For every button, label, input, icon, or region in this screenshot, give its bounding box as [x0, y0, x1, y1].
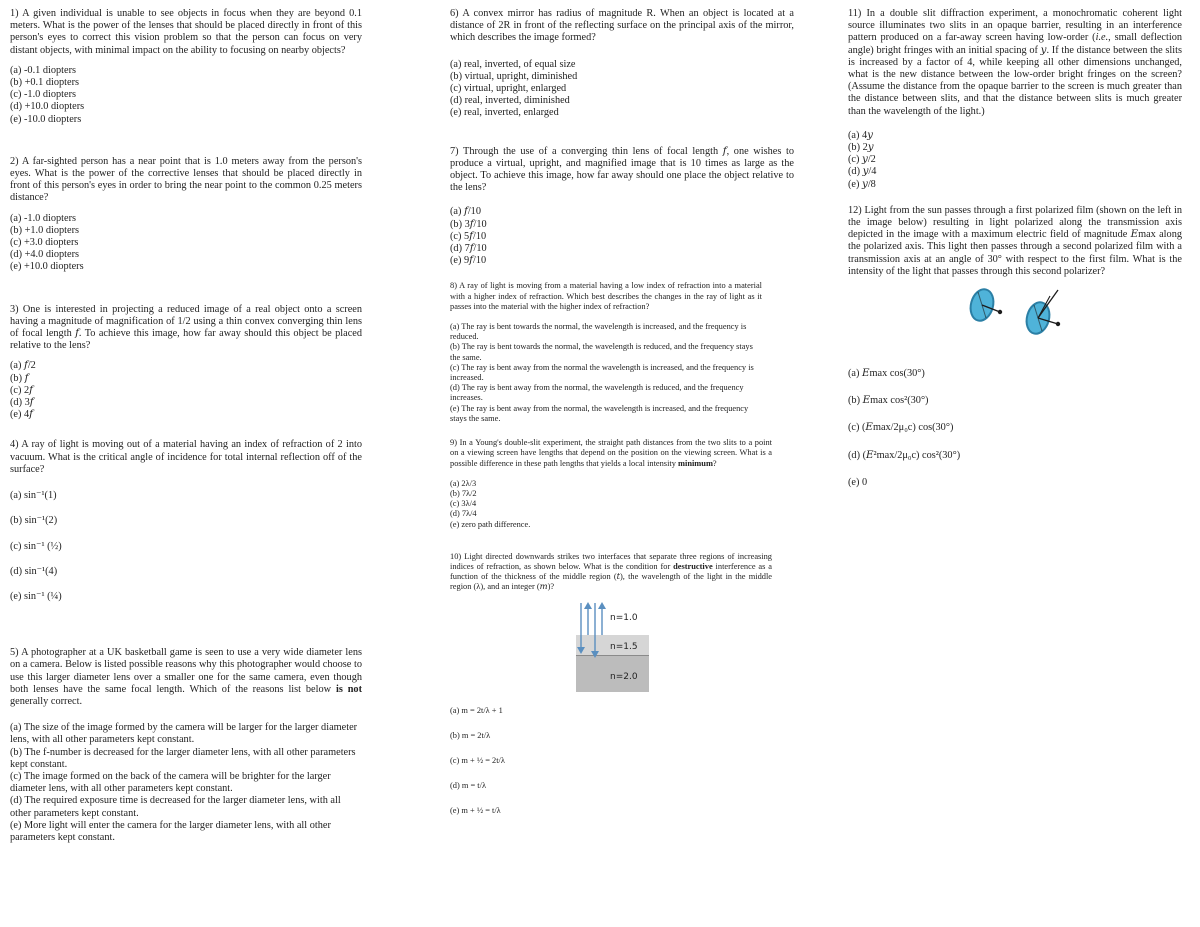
question-4-option-d: (d) sin⁻¹(4): [10, 565, 58, 577]
question-3-option-c: (c) 2𝑓: [10, 384, 33, 396]
question-11: [848, 8, 1182, 191]
question-4-text: 4) A ray of light is moving out of a material having an index of refraction of 2 into vacuum. What is the critical angle of incidence for total internal reflection off of the surface?: [10, 439, 362, 475]
question-10-option-c: (c) m + ½ = 2t/λ: [450, 755, 505, 765]
question-9-text-b: ?: [712, 458, 717, 468]
question-6-option-c: (c) virtual, upright, enlarged: [450, 83, 567, 95]
question-3-option-e: (e) 4𝑓: [10, 409, 33, 421]
question-6-option-a: (a) real, inverted, of equal size: [450, 58, 576, 70]
question-3: [10, 304, 362, 422]
question-10-text-bold: destructive: [673, 561, 713, 571]
question-9-option-b: (b) 7λ/2: [450, 488, 477, 498]
question-12-option-e: (e) 0: [848, 476, 868, 488]
question-2-options: [10, 213, 362, 274]
question-1-option-a: (a) -0.1 diopters: [10, 64, 77, 76]
question-9-option-d: (d) 7λ/4: [450, 509, 477, 519]
label-top-index: n=1.0: [610, 612, 638, 623]
question-1-text: 1) A given individual is unable to see objects in focus when they are beyond 0.1 meters. What is the power of the lenses that should be placed directly in front of this person's eyes to correct this vision problem so that the person can focus on very distant objects, with minimal impact on the ability to focusing on nearby objects?: [10, 8, 362, 56]
question-10-options: [450, 706, 772, 817]
question-11-option-e: (e) 𝑦/8: [848, 178, 876, 190]
label-middle-index: n=1.5: [610, 641, 638, 652]
question-8-option-b: (b) The ray is bent towards the normal, the wavelength is reduced, and the frequency stays the same.: [450, 342, 753, 362]
question-4-option-b: (b) sin⁻¹(2): [10, 515, 58, 527]
question-2-option-a: (a) -1.0 diopters: [10, 212, 77, 224]
question-2-option-c: (c) +3.0 diopters: [10, 237, 79, 249]
question-7-option-e: (e) 9𝑓/10: [450, 255, 487, 267]
question-5-text-a: 5) A photographer at a UK basketball game is seen to use a very wide diameter lens on a camera. Below is listed possible reasons why this photographer would choose to use this larger diameter lens over a smaller one for the same camera, even though both lenses have the same focal length. Which of the reasons list below: [10, 647, 362, 695]
question-2-option-e: (e) +10.0 diopters: [10, 261, 84, 273]
question-11-text-b: , small deflection angle) bright fringes with an initial spacing of 𝑦. If the distance between the slits is increased by a factor of 4, while keeping all other dimensions unchanged, what is the new distance between the low-order bright fringes on the screen? (Assume the distance from the opaque barrier to the screen is much greater than the distance between slits, and that the distance between slits is much greater than the wavelength of the light.): [848, 32, 1182, 117]
question-7-option-c: (c) 5𝑓/10: [450, 230, 487, 242]
question-11-option-b: (b) 2𝑦: [848, 142, 874, 154]
question-3-option-d: (d) 3𝑓: [10, 397, 34, 409]
question-10-option-a: (a) m = 2t/λ + 1: [450, 705, 503, 715]
question-7-option-b: (b) 3𝑓/10: [450, 218, 487, 230]
question-3-options: [10, 360, 362, 421]
question-8-option-d: (d) The ray is bent away from the normal, the wavelength is reduced, and the frequency increases.: [450, 383, 744, 403]
question-1-options: [10, 65, 362, 126]
question-10-text-b: interference as a function of the thickness of the middle region (𝑡), the wavelength of the light in the middle region (λ), and an integer (𝑚)?: [450, 561, 772, 592]
question-4-option-a: (a) sin⁻¹(1): [10, 490, 57, 502]
question-5-text-b: generally correct.: [10, 695, 83, 707]
question-4-option-e: (e) sin⁻¹ (¼): [10, 590, 62, 602]
question-12-options: [848, 368, 1182, 489]
question-7-option-a: (a) 𝑓/10: [450, 206, 481, 218]
question-9-option-e: (e) zero path difference.: [450, 519, 531, 529]
question-11-option-a: (a) 4𝑦: [848, 129, 873, 141]
question-8-option-a: (a) The ray is bent towards the normal, the wavelength is increased, and the frequency is reduced.: [450, 322, 747, 342]
question-12-option-c: (c) (𝐸max/2μ₀c) cos(30°): [848, 422, 954, 434]
column-right: [848, 8, 1182, 504]
question-12-option-b: (b) 𝐸max cos²(30°): [848, 395, 929, 407]
question-8-text: 8) A ray of light is moving from a material having a low index of refraction into a material with a higher index of refraction. Which best describes the changes in the ray of light as it passes into the material with the higher index of refraction?: [450, 281, 762, 311]
question-5-option-a: (a) The size of the image formed by the camera will be larger for the larger diameter lens, with all other parameters kept constant.: [10, 722, 358, 746]
question-9-text-bold: minimum: [678, 458, 713, 468]
column-middle: [450, 8, 794, 832]
question-5-options: [10, 722, 362, 844]
question-2-option-b: (b) +1.0 diopters: [10, 224, 80, 236]
question-2-option-d: (d) +4.0 diopters: [10, 249, 80, 261]
label-bottom-index: n=2.0: [610, 671, 638, 682]
question-11-options: [848, 130, 1182, 191]
question-11-text-a: 11) In a double slit diffraction experiment, a monochromatic coherent light source illuminates two slits in an opaque barrier, resulting in an interference pattern produced on a far-away screen having low-order (: [848, 8, 1182, 44]
question-1: [10, 8, 362, 126]
question-11-option-d: (d) 𝑦/4: [848, 166, 877, 178]
question-12-text: 12) Light from the sun passes through a first polarized film (shown on the left in the image below) resulting in light polarized along the transmission axis depicted in the image with a maximum electric field of magnitude 𝐸max along the polarized axis. This light then passes through a second polarized film with a transmission axis at an angle of 30° with respect to the first film. What is the intensity of the light that passes through this second polarizer?: [848, 204, 1182, 277]
question-3-option-a: (a) 𝑓/2: [10, 360, 36, 372]
question-1-option-d: (d) +10.0 diopters: [10, 101, 85, 113]
question-1-option-b: (b) +0.1 diopters: [10, 77, 80, 89]
polarizer-films-illustration: [960, 284, 1100, 346]
question-10-option-b: (b) m = 2t/λ: [450, 730, 491, 740]
question-8: [450, 281, 794, 424]
question-7-text: 7) Through the use of a converging thin lens of focal length 𝑓, one wishes to produce a virtual, upright, and magnified image that is 10 times as large as the object. To achieve this image, how far away should one place the object relative to the lens?: [450, 145, 794, 194]
question-9-option-c: (c) 3λ/4: [450, 499, 477, 509]
polarizer-diagram: [848, 284, 1182, 346]
question-6-option-d: (d) real, inverted, diminished: [450, 95, 570, 107]
question-1-option-e: (e) -10.0 diopters: [10, 113, 82, 125]
question-6: [450, 8, 794, 120]
question-2: [10, 156, 362, 274]
question-6-options: [450, 59, 794, 120]
interference-diagram: [576, 601, 649, 692]
question-8-options: [450, 322, 762, 424]
question-6-option-e: (e) real, inverted, enlarged: [450, 107, 559, 119]
question-4-options: [10, 490, 362, 603]
question-4: [10, 439, 362, 603]
question-11-option-c: (c) 𝑦/2: [848, 154, 876, 166]
question-5-option-e: (e) More light will enter the camera for the larger diameter lens, with all other parameters kept constant.: [10, 819, 331, 843]
question-5: [10, 647, 362, 844]
question-12-option-d: (d) (𝐸²max/2μ₀c) cos²(30°): [848, 449, 961, 461]
question-4-option-c: (c) sin⁻¹ (½): [10, 540, 62, 552]
question-9-option-a: (a) 2λ/3: [450, 478, 477, 488]
question-6-text: 6) A convex mirror has radius of magnitude R. When an object is located at a distance of 2R in front of the reflecting surface on the principal axis of the mirror, which describes the image formed?: [450, 8, 794, 44]
question-2-text: 2) A far-sighted person has a near point that is 1.0 meters away from the person's eyes. What is the power of the corrective lenses that should be placed directly in front of this person's eyes in order to bring the near point to the common 0.25 meters distance?: [10, 155, 362, 204]
question-9-text-a: 9) In a Young's double-slit experiment, the straight path distances from the two slits to a point on a viewing screen have lengths that depend on the position on the viewing screen. What is a possible difference in these path lengths that yields a local intensity: [450, 438, 772, 468]
question-11-text: [848, 8, 1182, 118]
question-1-option-c: (c) -1.0 diopters: [10, 89, 77, 101]
question-10-option-e: (e) m + ½ = t/λ: [450, 806, 501, 816]
question-5-option-c: (c) The image formed on the back of the camera will be brighter for the larger diameter lens, with all other parameters kept constant.: [10, 770, 331, 795]
question-5-text-bold: is not: [335, 683, 362, 695]
question-11-text-italic: i.e.: [1095, 32, 1109, 44]
question-9-options: [450, 479, 772, 530]
column-left: [10, 8, 362, 844]
question-5-option-d: (d) The required exposure time is decreased for the larger diameter lens, with all other parameters kept constant.: [10, 795, 341, 819]
question-7-options: [450, 206, 794, 267]
question-10-option-d: (d) m = t/λ: [450, 781, 486, 791]
light-rays-arrows: [576, 601, 606, 661]
question-10-text-a: 10) Light directed downwards strikes two interfaces that separate three regions of increasing indices of refraction, as shown below. What is the condition for: [450, 551, 772, 571]
question-9-text: [450, 438, 772, 469]
question-7-option-d: (d) 7𝑓/10: [450, 243, 487, 255]
question-10-text: [450, 552, 772, 593]
question-6-option-b: (b) virtual, upright, diminished: [450, 70, 578, 82]
question-10: [450, 552, 794, 817]
question-7: [450, 146, 794, 268]
question-8-option-e: (e) The ray is bent away from the normal, the wavelength is increased, and the frequency stays the same.: [450, 403, 749, 423]
question-3-option-b: (b) 𝑓: [10, 372, 29, 384]
question-8-option-c: (c) The ray is bent away from the normal the wavelength is increased, and the frequency is increased.: [450, 362, 754, 383]
question-5-text: [10, 647, 362, 708]
question-9: [450, 438, 794, 530]
question-5-option-b: (b) The f-number is decreased for the larger diameter lens, with all other parameters kept constant.: [10, 746, 356, 770]
question-12-option-a: (a) 𝐸max cos(30°): [848, 368, 925, 380]
question-12: [848, 205, 1182, 489]
question-3-text: 3) One is interested in projecting a reduced image of a real object onto a screen having a magnitude of magnification of 1/2 using a thin convex converging thin lens of focal length 𝑓. To achieve this image, how far away should this object be placed relative to the lens?: [10, 303, 362, 352]
